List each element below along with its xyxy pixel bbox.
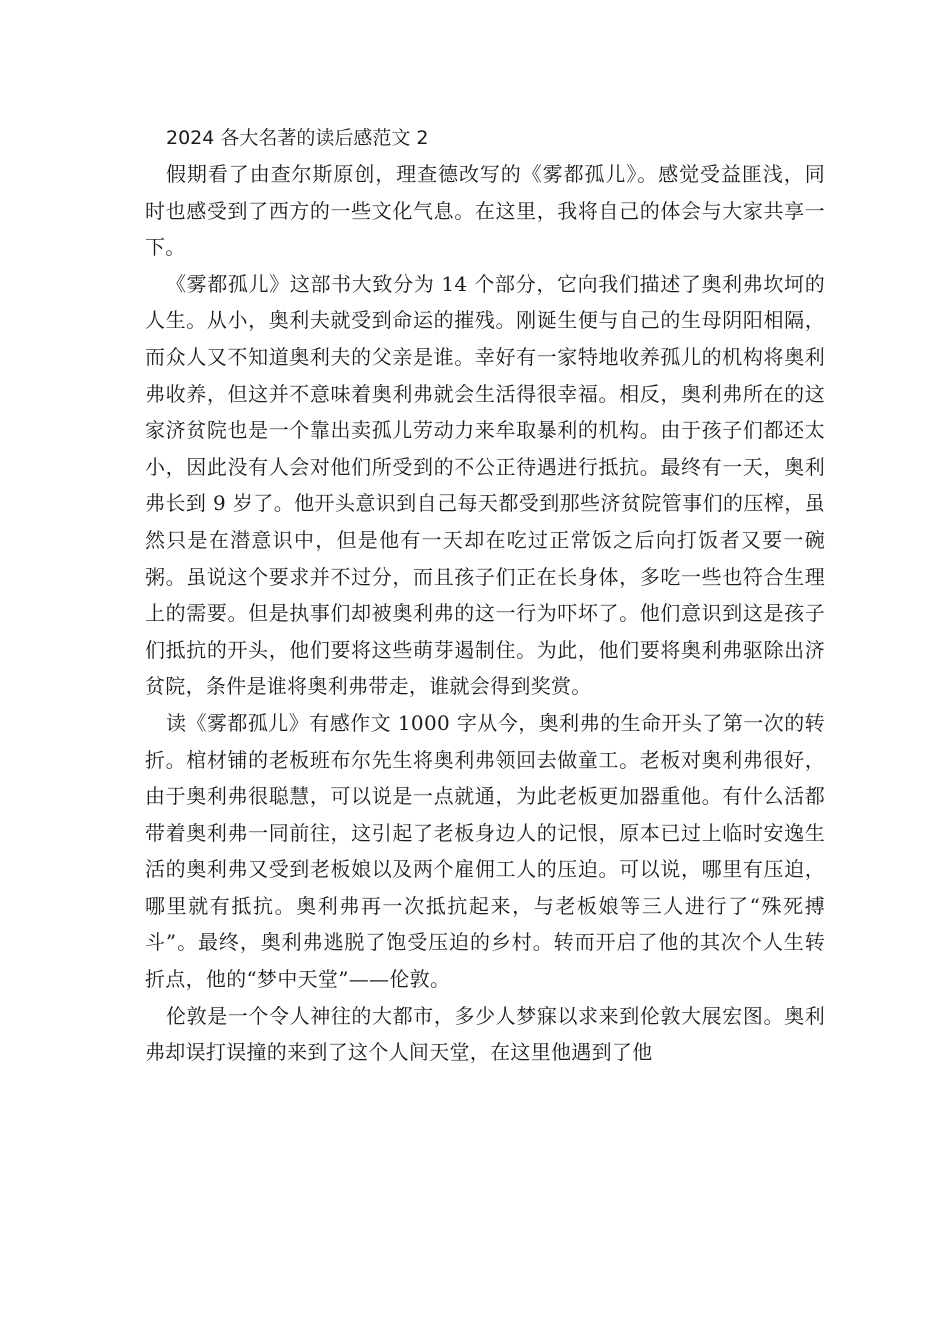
document-body — [145, 120, 825, 1071]
paragraph-turning-point: 读《雾都孤儿》有感作文 1000 字从今，奥利弗的生命开头了第一次的转折。棺材铺的老板班布尔先生将奥利弗领回去做童工。老板对奥利弗很好，由于奥利弗很聪慧，可以说是一点就通，为此老板更加器重他。有什么活都带着奥利弗一同前往，这引起了老板身边人的记恨，原本已过上临时安逸生活的奥利弗又受到老板娘以及两个雇佣工人的压迫。可以说，哪里有压迫，哪里就有抵抗。奥利弗再一次抵抗起来，与老板娘等三人进行了“殊死搏斗”。最终，奥利弗逃脱了饱受压迫的乡村。转而开启了他的其次个人生转折点，他的“梦中天堂”——伦敦。 — [145, 710, 825, 992]
paragraph-summary: 《雾都孤儿》这部书大致分为 14 个部分，它向我们描述了奥利弗坎坷的人生。从小，奥利夫就受到命运的摧残。刚诞生便与自己的生母阴阳相隔，而众人又不知道奥利夫的父亲是谁。幸好有一家特地收养孤儿的机构将奥利弗收养，但这并不意味着奥利弗就会生活得很幸福。相反，奥利弗所在的这家济贫院也是一个靠出卖孤儿劳动力来牟取暴利的机构。由于孩子们都还太小，因此没有人会对他们所受到的不公正待遇进行抵抗。最终有一天，奥利弗长到 9 岁了。他开头意识到自己每天都受到那些济贫院管事们的压榨，虽然只是在潜意识中，但是他有一天却在吃过正常饭之后向打饭者又要一碗粥。虽说这个要求并不过分，而且孩子们正在长身体，多吃一些也符合生理上的需要。但是执事们却被奥利弗的这一行为吓坏了。他们意识到这是孩子们抵抗的开头，他们要将这些萌芽遏制住。为此，他们要将奥利弗驱除出济贫院，条件是谁将奥利弗带走，谁就会得到奖赏。 — [145, 271, 825, 699]
document-title: 2024 各大名著的读后感范文 2 — [166, 127, 429, 149]
paragraph-intro: 假期看了由查尔斯原创，理查德改写的《雾都孤儿》。感觉受益匪浅，同时也感受到了西方的一些文化气息。在这里，我将自己的体会与大家共享一下。 — [145, 162, 825, 260]
paragraph-london: 伦敦是一个令人神往的大都市，多少人梦寐以求来到伦敦大展宏图。奥利弗却误打误撞的来到了这个人间天堂，在这里他遇到了他 — [145, 1003, 825, 1065]
